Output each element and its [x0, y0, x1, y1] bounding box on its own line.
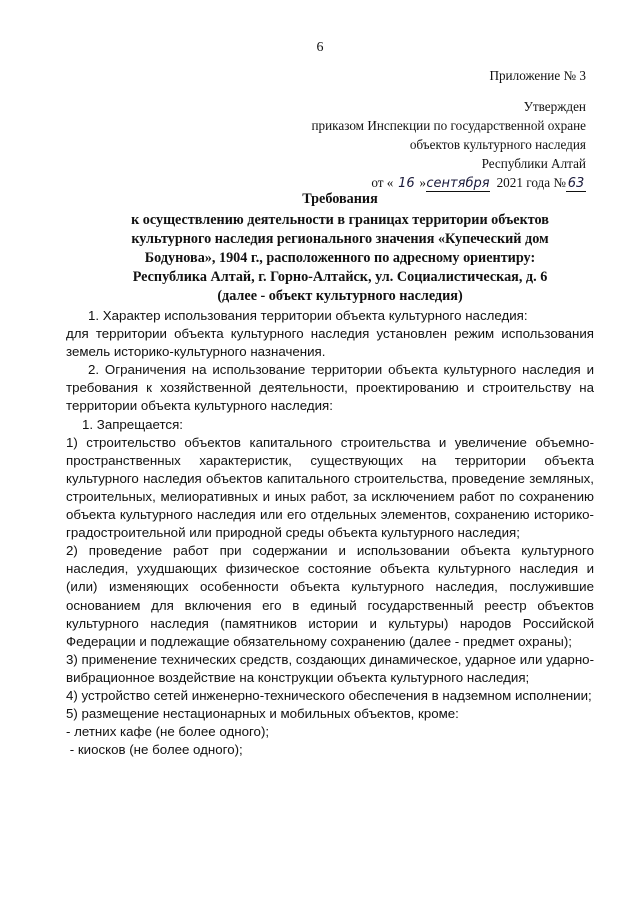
approved-label: Утвержден [523, 99, 586, 114]
list-item: 3) применение технических средств, создающих динамическое, ударное или ударно-вибрационное воздействие на конструкции объекта культурного наследия; [66, 651, 594, 685]
order-number-handwritten: 63 [567, 176, 585, 191]
list-item: - киосков (не более одного); [66, 742, 243, 758]
title-line: Бодунова», 1904 г., расположенного по адресному ориентиру: [144, 250, 536, 266]
date-month-handwritten: сентября [426, 176, 490, 191]
order-line-1: приказом Инспекции по государственной охране [311, 118, 586, 133]
section-1-heading: 1. Характер использования территории объекта культурного наследия: [88, 308, 528, 323]
section-2-subheading: 1. Запрещается: [82, 416, 183, 432]
title-line: Республика Алтай, г. Горно-Алтайск, ул. Социалистическая, д. 6 [132, 269, 548, 285]
title-line: к осуществлению деятельности в границах территории объектов [131, 212, 549, 228]
list-item: 1) строительство объектов капитального строительства и увеличение объемно-пространственных характеристик, существующих на территории объекта культурного наследия объектов капитального строительства, проведение земляных, строительных, мелиоративных и иных работ, за исключением работ по сохранению объекта культурного наследия или его отдельных элементов, сохранению историко-градостроительной или природной среды объекта культурного наследия; [66, 434, 594, 541]
date-mid: » [419, 175, 426, 190]
date-year: 2021 года № [496, 175, 566, 190]
order-line-2: объектов культурного наследия [409, 137, 586, 152]
document-title [60, 190, 620, 306]
date-prefix: от « [371, 175, 394, 190]
approval-block [266, 66, 586, 193]
list-item: 4) устройство сетей инженерно-технического обеспечения в надземном исполнении; [66, 687, 592, 703]
list-item: - летних кафе (не более одного); [66, 724, 270, 740]
document-body [66, 307, 594, 759]
section-2-heading: 2. Ограничения на использование территории объекта культурного наследия и требования к хозяйственной деятельности, проектированию и строительству на территории объекта культурного наследия: [66, 362, 594, 414]
list-item: 5) размещение нестационарных и мобильных объектов, кроме: [66, 706, 459, 722]
list-item: 2) проведение работ при содержании и использовании объекта культурного наследия, ухудшающих физическое состояние объекта культурного наследия и (или) изменяющих особенности объекта культурного наследия, послужившие основанием для включения его в единый государственный реестр объектов культурного наследия (памятников истории и культуры) народов Российской Федерации и подлежащие обязательному сохранению (далее - предмет охраны); [66, 543, 594, 649]
annex-label: Приложение № 3 [489, 68, 586, 83]
section-1-text: для территории объекта культурного наследия установлен режим использования земель историко-культурного назначения. [66, 326, 594, 360]
title-line: (далее - объект культурного наследия) [217, 288, 463, 304]
title-line: культурного наследия регионального значения «Купеческий дом [131, 231, 549, 247]
date-day-handwritten: 16 [398, 176, 415, 191]
page-number: 6 [316, 40, 324, 55]
title-heading: Требования [302, 191, 378, 207]
order-line-3: Республики Алтай [481, 156, 586, 171]
